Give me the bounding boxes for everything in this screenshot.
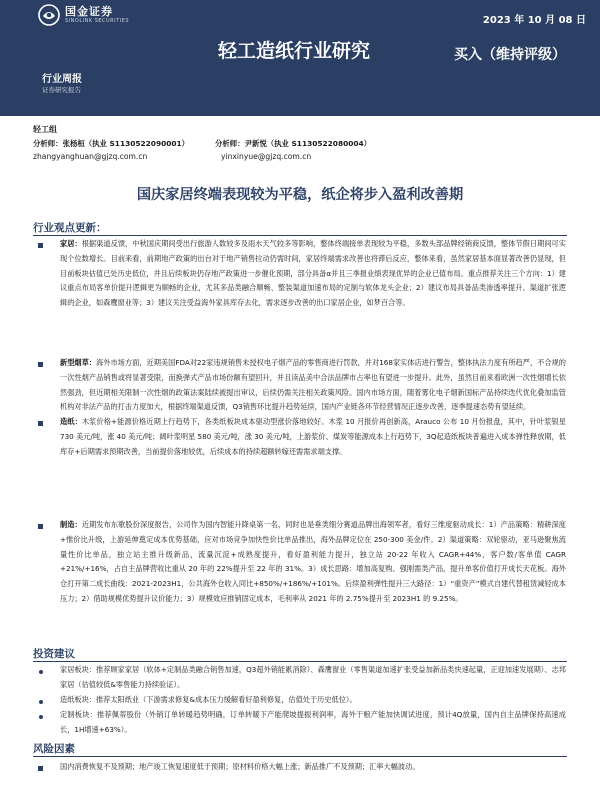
logo-name-en: SINOLINK SECURITIES: [65, 17, 129, 24]
view-label: 家居：: [60, 239, 82, 248]
view-paragraph-home: [60, 237, 566, 311]
invest-label: 定制板块：: [60, 710, 97, 719]
sinolink-logo-icon: [38, 4, 60, 26]
report-date: 2023 年 10 月 08 日: [482, 15, 586, 26]
view-label: 造纸：: [60, 417, 82, 426]
bullet-dot-icon: [39, 715, 43, 719]
email-line: [33, 152, 312, 161]
section-title-risk: 风险因素: [33, 743, 75, 755]
logo-name-cn: 国金证券: [65, 4, 113, 18]
analyst-2: 分析师：尹新悦（执业 S1130522080004）: [215, 139, 372, 148]
invest-text: 推荐顾家家居（软体+定制品类融合销售加速，Q3超外销能累消除）、森鹰窗业（零售渠道加速扩张受益加新品类快速起量，正迎加速发展期）、志邦家居（估值较低&零售能力持续验证）。: [60, 665, 566, 689]
bullet-square-icon: [38, 421, 43, 426]
invest-item-paper: [60, 693, 566, 708]
view-text: 木浆价格+能源价格近期上行趋势下，各类纸板块成本驱动型涨价落地较好。木浆 10 月报价再创新高，Arauco 公布 10 月份报盘，其中，针叶浆银星 730 美元/吨，涨 40 美元/吨；阔叶浆明星 580 美元/吨，涨 30 美元/吨，上游浆价、煤炭等能源成本上行趋势下，3Q起造纸板块普遍进入成本弹性释放期，低库存+后期需求预期改善，当前提价落地较优，后续成本的持续超额转嫁还需需求端支撑。: [60, 417, 566, 456]
analyst-1-email[interactable]: zhangyanghuan@gjzq.com.cn: [33, 152, 148, 161]
report-title: 轻工造纸行业研究: [218, 40, 371, 62]
investment-rating: 买入（维持评级）: [454, 47, 566, 63]
invest-text: 推荐太阳纸业（下游需求修复&成本压力缓解看好盈利修复，估值处于历史低位）。: [95, 695, 357, 704]
invest-item-custom: [60, 708, 566, 738]
view-label: 新型烟草：: [60, 358, 97, 367]
view-text: 海外市场方面，近期美国FDA对22家违规销售未授权电子烟产品的零售商进行罚款，并对168家实体店进行警告，整体执法力度有所趋严，不合规的一次性烟产品销售或将显著受限，而换弹式产品市场份额有望回升，并且读品美中合法品牌市占率也有望进一步提升。此外，虽然目前来看欧洲一次性烟增长依然强劲，但近期相关限制一次性烟的政策法案陆续被提出审议，后续仍需关注相关政策风险。国内市场方面，随着雾化电子烟新国标产品持续迭代优化叠加监管机构对非法产品的打击力度加大，根据终端渠道反馈，Q3销售环比提升趋势延续，国内产业链各环节经营情况正逐步改善，逐季提速态势有望延续。: [60, 358, 566, 412]
company-logo: [38, 4, 129, 26]
report-subtype: 证券研究报告: [42, 86, 81, 94]
view-label: 制造：: [60, 520, 82, 529]
team-name: 轻工组: [33, 125, 57, 134]
bullet-square-icon: [38, 243, 43, 248]
invest-text: 推荐佩蒂股份（外销订单转暖趋势明确，订单转暖下产能爬坡提振利润率，海外干粮产能加快调试进度，预计4Q放量，国内自主品牌保持高速成长，1H增速+63%）。: [60, 710, 566, 734]
analyst-1: 分析师：张杨桓（执业 S1130522090001）: [33, 139, 190, 148]
bullet-dot-icon: [39, 670, 43, 674]
report-header: [0, 0, 600, 116]
view-text: 近期发布东歌股份深度报告，公司作为国内智能升降桌第一名，同时也是垂类细分赛道品牌出海领军者，看好三维度驱动成长：1）产品策略：精耕深度+惟价比升级，上游延伸奠定成本优势基础，应对市场竞争加快性价比单品推出，海外品牌定位在 250-300 美金/件。2）渠道策略：双轮驱动，亚马逊聚焦流量性价比单品，独立站主推升级新品，流量沉淀+成熟度提升，看好盈利能力提升，独立站 20-22 年收入 CAGR+44%，客户数/客单值 CAGR +21%/+16%，占自主品牌营收比重从 20 年的 22%提升至 22 年的 31%。3）成长思路：增加高复购、强刚需类产品，提升单客价值打开成长天花板。海外仓打开第二成长曲线：2021-2023H1，公共海外仓收入同比+850%/+186%/+101%。后续盈利弹性提升三大路径：1）“重资产”模式自建代替租赁减轻成本压力；2）借助规模优势提升议价能力；3）规模效应推销固定成本，毛利率从 2021 年的 2.75%提升至 2023H1 的 9.25%。: [60, 520, 566, 603]
invest-label: 家居板块：: [60, 665, 97, 674]
section-divider: [33, 235, 567, 236]
bullet-square-icon: [38, 766, 43, 771]
bullet-square-icon: [38, 524, 43, 529]
view-text: 根据渠道反馈，中秋国庆期间受出行旅游人数较多及雨水天气较多等影响，整体终端接单表现较为平稳，多数头部品牌经销商反馈，整体节假日期间可实现个位数增长。目前来看，前期地产政策的出台对于地产销售拉动仍需时间，家居终端需求改善也将滞后反应，整体来看，虽然家居基本面显著改善仍显现，但目前板块估值已处历史低位，并且后续板块仍存地产政策进一步催化预期，部分具备α并且三季报业绩表现优异的企业已值布局。重点推荐关注三个方向：1）建议重点布局客单价提升逻辑更为顺畅的企业，尤其多品类融合顺畅、整装渠道加速布局的定制与软体龙头企业；2）建议布局具备品类渗透率提升、渠道扩张逻辑的企业，如森鹰窗业等；3）建议关注受益海外家具库存去化，需求逐步改善的出口家居企业，如梦百合等。: [60, 239, 566, 308]
report-type: 行业周报: [42, 74, 82, 85]
invest-label: 造纸板块：: [60, 695, 96, 704]
report-headline: 国庆家居终端表现较为平稳，纸企将步入盈利改善期: [136, 187, 464, 203]
invest-item-home: [60, 663, 566, 693]
section-divider: [33, 756, 567, 757]
bullet-dot-icon: [39, 700, 43, 704]
view-paragraph-manufacturing: [60, 518, 566, 607]
analyst-line: [33, 138, 372, 149]
analyst-2-email[interactable]: yinxinyue@gjzq.com.cn: [221, 152, 312, 161]
section-title-views: 行业观点更新：: [33, 222, 107, 234]
bullet-square-icon: [38, 362, 43, 367]
view-paragraph-paper: [60, 415, 566, 459]
section-title-invest: 投资建议: [33, 648, 75, 660]
risk-paragraph: 国内消费恢复不及预期；地产竣工恢复速度低于预期；原材料价格大幅上涨；新品推广不及预期；汇率大幅波动。: [60, 762, 420, 771]
section-divider: [33, 661, 567, 662]
view-paragraph-tobacco: [60, 356, 566, 415]
